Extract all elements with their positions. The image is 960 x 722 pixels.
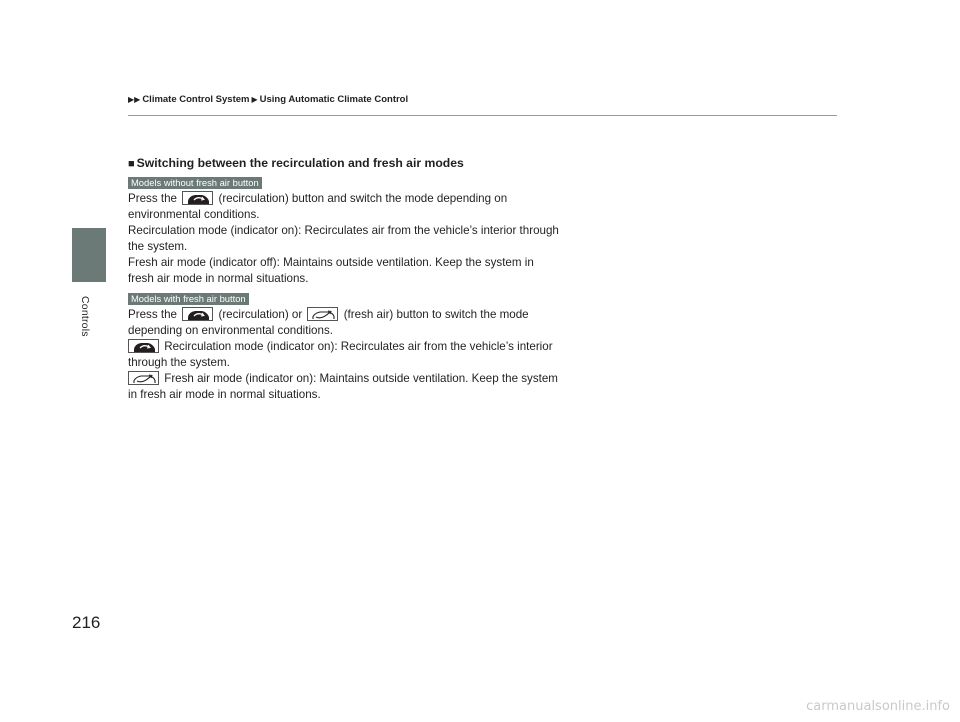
paragraph-line: fresh air mode in normal situations.: [128, 272, 309, 285]
breadcrumb-arrow-icon: ▶: [251, 95, 258, 104]
paragraph-line: the system.: [128, 240, 188, 253]
recirculation-icon: [128, 339, 159, 353]
text: Press the: [128, 192, 177, 205]
paragraph-line: [128, 191, 568, 207]
paragraph-line: [128, 371, 568, 387]
header-divider: [128, 115, 837, 116]
section-heading-text: Switching between the recirculation and fresh air modes: [136, 156, 464, 170]
recirculation-icon: [182, 307, 213, 321]
text: Recirculation mode (indicator on): Recirculates air from the vehicle’s interior: [164, 340, 553, 353]
paragraph-line: environmental conditions.: [128, 208, 260, 221]
paragraph-line: Fresh air mode (indicator off): Maintains outside ventilation. Keep the system in: [128, 256, 534, 269]
text: (recirculation) button and switch the mode depending on: [218, 192, 508, 205]
models-with-fresh-air-tag: Models with fresh air button: [128, 293, 249, 305]
page-number: 216: [72, 613, 101, 632]
recirculation-icon: [182, 191, 213, 205]
models-without-fresh-air-tag: Models without fresh air button: [128, 177, 262, 189]
paragraph-line: [128, 339, 568, 355]
main-content: [128, 155, 568, 403]
fresh-air-icon: [307, 307, 338, 321]
breadcrumb: [128, 94, 408, 105]
paragraph-line: [128, 307, 568, 323]
paragraph-line: through the system.: [128, 356, 230, 369]
paragraph-line: depending on environmental conditions.: [128, 324, 333, 337]
breadcrumb-subsection[interactable]: Using Automatic Climate Control: [259, 94, 409, 105]
text: (fresh air) button to switch the mode: [343, 308, 529, 321]
section-heading: [128, 155, 568, 172]
watermark[interactable]: carmanualsonline.info: [806, 699, 950, 714]
chapter-label: Controls: [79, 296, 91, 337]
paragraph-line: in fresh air mode in normal situations.: [128, 388, 321, 401]
text: (recirculation) or: [218, 308, 303, 321]
chapter-tab: [72, 228, 106, 282]
black-square-icon: ■: [128, 158, 135, 170]
fresh-air-icon: [128, 371, 159, 385]
text: Fresh air mode (indicator on): Maintains outside ventilation. Keep the system: [164, 372, 558, 385]
text: Press the: [128, 308, 177, 321]
breadcrumb-section[interactable]: Climate Control System: [142, 94, 250, 105]
paragraph-line: Recirculation mode (indicator on): Recirculates air from the vehicle’s interior through: [128, 224, 559, 237]
breadcrumb-arrow-icon: ▶▶: [128, 95, 141, 104]
